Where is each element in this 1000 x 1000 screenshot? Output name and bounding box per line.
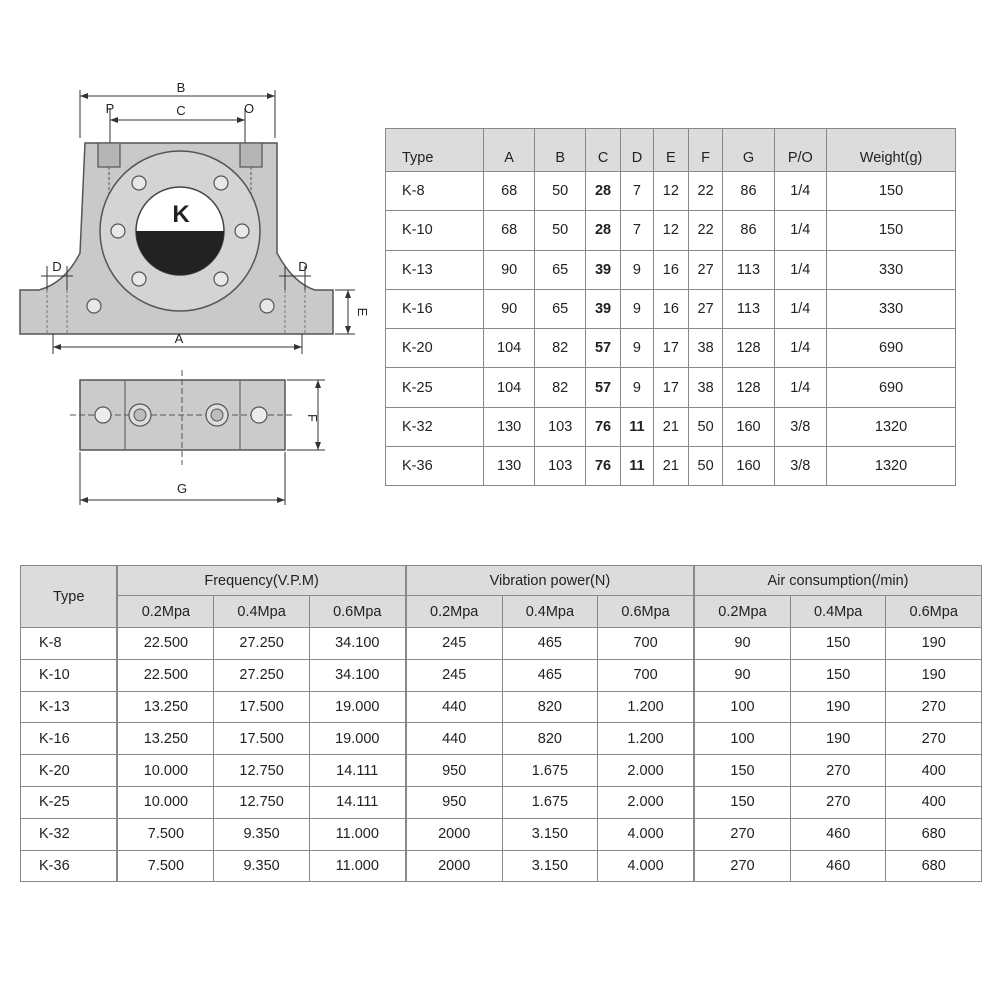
table-cell: 50 — [535, 172, 586, 211]
table-cell: 17.500 — [214, 691, 309, 723]
header-type: Type — [21, 566, 118, 628]
label-P: P — [105, 101, 115, 116]
label-O: O — [243, 101, 255, 116]
table-cell: 13.250 — [117, 691, 213, 723]
header-G: G — [723, 129, 774, 172]
table-cell: 128 — [723, 329, 774, 368]
table-cell: 3.150 — [502, 850, 597, 882]
table-cell: 100 — [694, 723, 790, 755]
type-cell: K-25 — [21, 786, 118, 818]
table-cell: 950 — [406, 755, 502, 787]
label-E: E — [355, 307, 370, 317]
table-cell: 150 — [827, 211, 956, 250]
type-cell: K-13 — [21, 691, 118, 723]
table-cell: 57 — [586, 368, 621, 407]
table-cell: 90 — [694, 628, 790, 660]
label-F: F — [305, 414, 320, 422]
label-C: C — [176, 103, 186, 118]
header-frequency: Frequency(V.P.M) — [117, 566, 405, 596]
table-cell: 9 — [620, 289, 653, 328]
table-cell: 150 — [694, 755, 790, 787]
table-cell: 11.000 — [309, 850, 405, 882]
table-cell: 17.500 — [214, 723, 309, 755]
header-air-consumption: Air consumption(/min) — [694, 566, 981, 596]
table-cell: 2.000 — [598, 755, 694, 787]
table-cell: 86 — [723, 172, 774, 211]
front-view-drawing — [15, 78, 370, 358]
table-cell: 2000 — [406, 850, 502, 882]
header-PO: P/O — [774, 129, 827, 172]
table-cell: 12.750 — [214, 786, 309, 818]
table-cell: 128 — [723, 368, 774, 407]
label-D-left: D — [52, 259, 62, 274]
subheader-pressure: 0.2Mpa — [694, 596, 790, 628]
type-cell: K-16 — [386, 289, 484, 328]
table-row — [386, 172, 956, 211]
table-cell: 190 — [790, 691, 885, 723]
table-cell: 190 — [886, 628, 982, 660]
table-row — [21, 850, 982, 882]
subheader-pressure: 0.6Mpa — [309, 596, 405, 628]
table-cell: 2000 — [406, 818, 502, 850]
table-cell: 150 — [790, 628, 885, 660]
table-cell: 330 — [827, 250, 956, 289]
table-cell: 10.000 — [117, 755, 213, 787]
table-cell: 1/4 — [774, 211, 827, 250]
table-cell: 82 — [535, 368, 586, 407]
table-cell: 1.675 — [502, 755, 597, 787]
table-cell: 680 — [886, 818, 982, 850]
table-cell: 19.000 — [309, 691, 405, 723]
table-cell: 57 — [586, 329, 621, 368]
table-cell: 13.250 — [117, 723, 213, 755]
table-cell: 130 — [484, 407, 535, 446]
table-cell: 38 — [688, 329, 723, 368]
table-cell: 7 — [620, 211, 653, 250]
table-cell: 330 — [827, 289, 956, 328]
table-cell: 21 — [654, 447, 689, 486]
table-cell: 12 — [654, 172, 689, 211]
table-cell: 3/8 — [774, 447, 827, 486]
table-cell: 150 — [827, 172, 956, 211]
table-cell: 22 — [688, 211, 723, 250]
table-cell: 65 — [535, 289, 586, 328]
table-cell: 22.500 — [117, 659, 213, 691]
table-cell: 4.000 — [598, 850, 694, 882]
table-cell: 690 — [827, 329, 956, 368]
label-B: B — [176, 80, 186, 95]
table-cell: 4.000 — [598, 818, 694, 850]
table-cell: 86 — [723, 211, 774, 250]
header-D: D — [620, 129, 653, 172]
header-B: B — [535, 129, 586, 172]
table-cell: 7.500 — [117, 818, 213, 850]
table-cell: 50 — [688, 407, 723, 446]
header-F: F — [688, 129, 723, 172]
table-row — [21, 786, 982, 818]
table-cell: 12.750 — [214, 755, 309, 787]
table-cell: 82 — [535, 329, 586, 368]
table-cell: 1/4 — [774, 329, 827, 368]
label-K: K — [172, 201, 190, 228]
performance-table — [20, 565, 982, 882]
table-cell: 680 — [886, 850, 982, 882]
performance-group-row — [21, 566, 982, 596]
table-cell: 440 — [406, 691, 502, 723]
table-cell: 270 — [886, 723, 982, 755]
table-cell: 3.150 — [502, 818, 597, 850]
table-cell: 16 — [654, 250, 689, 289]
table-cell: 27 — [688, 250, 723, 289]
table-cell: 113 — [723, 250, 774, 289]
subheader-pressure: 0.2Mpa — [117, 596, 213, 628]
table-cell: 10.000 — [117, 786, 213, 818]
type-cell: K-10 — [21, 659, 118, 691]
table-cell: 14.111 — [309, 755, 405, 787]
table-cell: 270 — [694, 850, 790, 882]
type-cell: K-8 — [386, 172, 484, 211]
table-cell: 12 — [654, 211, 689, 250]
table-cell: 11 — [620, 447, 653, 486]
table-cell: 1.200 — [598, 691, 694, 723]
table-cell: 68 — [484, 211, 535, 250]
table-cell: 2.000 — [598, 786, 694, 818]
table-row — [386, 368, 956, 407]
table-cell: 39 — [586, 250, 621, 289]
header-vibration-power: Vibration power(N) — [406, 566, 694, 596]
table-row — [21, 723, 982, 755]
table-cell: 28 — [586, 211, 621, 250]
table-cell: 9 — [620, 250, 653, 289]
table-cell: 38 — [688, 368, 723, 407]
table-cell: 130 — [484, 447, 535, 486]
dimensions-header-row — [386, 129, 956, 172]
table-cell: 465 — [502, 628, 597, 660]
table-cell: 17 — [654, 329, 689, 368]
table-cell: 400 — [886, 786, 982, 818]
header-A: A — [484, 129, 535, 172]
table-cell: 160 — [723, 447, 774, 486]
subheader-pressure: 0.2Mpa — [406, 596, 502, 628]
type-cell: K-32 — [21, 818, 118, 850]
table-cell: 22.500 — [117, 628, 213, 660]
table-cell: 34.100 — [309, 659, 405, 691]
table-row — [386, 407, 956, 446]
table-cell: 3/8 — [774, 407, 827, 446]
table-cell: 90 — [484, 289, 535, 328]
type-cell: K-25 — [386, 368, 484, 407]
subheader-pressure: 0.6Mpa — [886, 596, 982, 628]
subheader-pressure: 0.4Mpa — [214, 596, 309, 628]
table-cell: 100 — [694, 691, 790, 723]
header-weight: Weight(g) — [827, 129, 956, 172]
table-cell: 50 — [688, 447, 723, 486]
table-cell: 270 — [790, 755, 885, 787]
table-row — [386, 250, 956, 289]
table-cell: 150 — [694, 786, 790, 818]
table-cell: 50 — [535, 211, 586, 250]
table-cell: 245 — [406, 628, 502, 660]
table-cell: 700 — [598, 659, 694, 691]
table-cell: 76 — [586, 407, 621, 446]
header-type: Type — [386, 129, 484, 172]
table-cell: 104 — [484, 329, 535, 368]
table-cell: 1320 — [827, 447, 956, 486]
table-cell: 1/4 — [774, 250, 827, 289]
table-row — [21, 755, 982, 787]
performance-subheader-row — [21, 596, 982, 628]
table-cell: 16 — [654, 289, 689, 328]
table-cell: 76 — [586, 447, 621, 486]
table-cell: 103 — [535, 407, 586, 446]
table-cell: 39 — [586, 289, 621, 328]
type-cell: K-10 — [386, 211, 484, 250]
table-cell: 270 — [694, 818, 790, 850]
table-cell: 820 — [502, 723, 597, 755]
table-cell: 1/4 — [774, 368, 827, 407]
table-cell: 11.000 — [309, 818, 405, 850]
table-cell: 7.500 — [117, 850, 213, 882]
table-cell: 440 — [406, 723, 502, 755]
table-cell: 103 — [535, 447, 586, 486]
header-C: C — [586, 129, 621, 172]
subheader-pressure: 0.4Mpa — [502, 596, 597, 628]
table-cell: 400 — [886, 755, 982, 787]
table-cell: 465 — [502, 659, 597, 691]
table-cell: 270 — [886, 691, 982, 723]
table-row — [386, 289, 956, 328]
table-cell: 1.675 — [502, 786, 597, 818]
label-A: A — [174, 331, 184, 346]
table-cell: 950 — [406, 786, 502, 818]
table-cell: 1.200 — [598, 723, 694, 755]
table-row — [21, 691, 982, 723]
table-cell: 68 — [484, 172, 535, 211]
table-cell: 65 — [535, 250, 586, 289]
type-cell: K-20 — [21, 755, 118, 787]
table-cell: 690 — [827, 368, 956, 407]
table-cell: 9.350 — [214, 818, 309, 850]
table-cell: 27.250 — [214, 628, 309, 660]
table-cell: 90 — [694, 659, 790, 691]
table-cell: 90 — [484, 250, 535, 289]
table-row — [386, 211, 956, 250]
table-cell: 14.111 — [309, 786, 405, 818]
table-row — [21, 628, 982, 660]
subheader-pressure: 0.4Mpa — [790, 596, 885, 628]
dimensions-table — [385, 128, 956, 486]
table-cell: 1/4 — [774, 172, 827, 211]
table-cell: 190 — [886, 659, 982, 691]
table-cell: 700 — [598, 628, 694, 660]
table-row — [386, 329, 956, 368]
table-cell: 27.250 — [214, 659, 309, 691]
type-cell: K-36 — [21, 850, 118, 882]
table-cell: 9 — [620, 368, 653, 407]
table-cell: 460 — [790, 818, 885, 850]
table-row — [386, 447, 956, 486]
table-cell: 460 — [790, 850, 885, 882]
type-cell: K-32 — [386, 407, 484, 446]
subheader-pressure: 0.6Mpa — [598, 596, 694, 628]
header-E: E — [654, 129, 689, 172]
label-G: G — [176, 481, 188, 496]
table-cell: 190 — [790, 723, 885, 755]
table-cell: 113 — [723, 289, 774, 328]
table-row — [21, 818, 982, 850]
table-cell: 9 — [620, 329, 653, 368]
type-cell: K-13 — [386, 250, 484, 289]
table-cell: 28 — [586, 172, 621, 211]
table-cell: 1320 — [827, 407, 956, 446]
type-cell: K-36 — [386, 447, 484, 486]
table-cell: 104 — [484, 368, 535, 407]
table-row — [21, 659, 982, 691]
table-cell: 820 — [502, 691, 597, 723]
table-cell: 270 — [790, 786, 885, 818]
table-cell: 17 — [654, 368, 689, 407]
table-cell: 22 — [688, 172, 723, 211]
table-cell: 160 — [723, 407, 774, 446]
table-cell: 11 — [620, 407, 653, 446]
table-cell: 7 — [620, 172, 653, 211]
table-cell: 19.000 — [309, 723, 405, 755]
table-cell: 34.100 — [309, 628, 405, 660]
table-cell: 27 — [688, 289, 723, 328]
bottom-view-drawing — [40, 370, 370, 510]
type-cell: K-20 — [386, 329, 484, 368]
table-cell: 21 — [654, 407, 689, 446]
table-cell: 150 — [790, 659, 885, 691]
label-D-right: D — [298, 259, 308, 274]
type-cell: K-16 — [21, 723, 118, 755]
table-cell: 245 — [406, 659, 502, 691]
table-cell: 9.350 — [214, 850, 309, 882]
table-cell: 1/4 — [774, 289, 827, 328]
type-cell: K-8 — [21, 628, 118, 660]
